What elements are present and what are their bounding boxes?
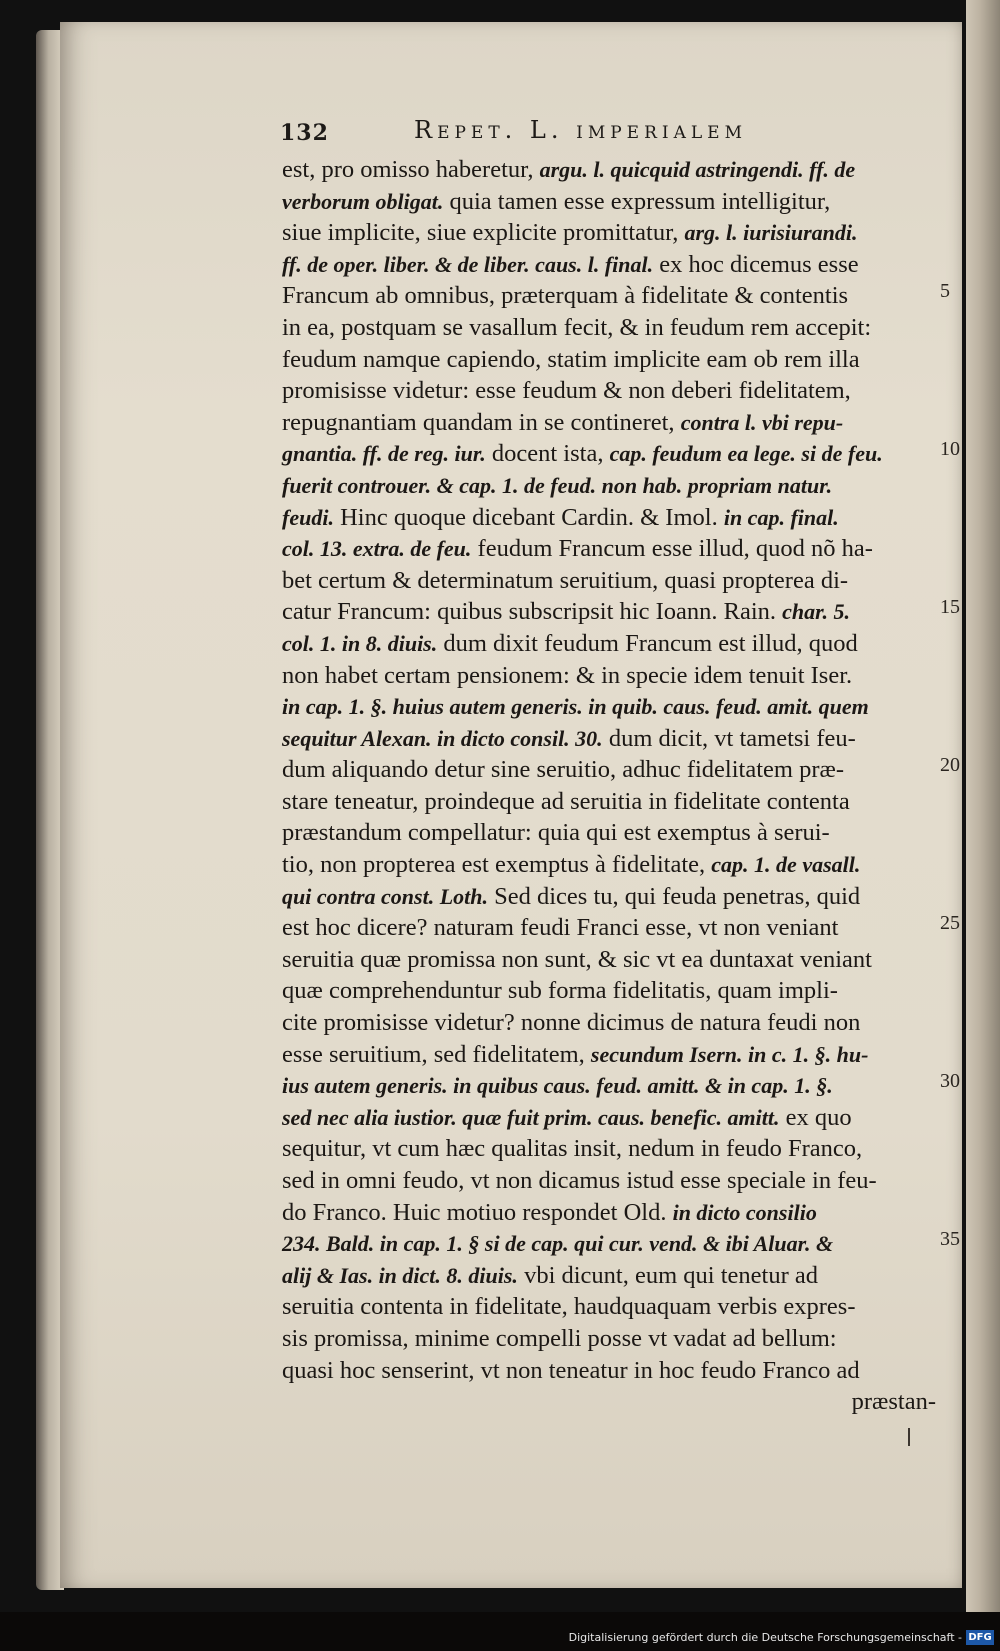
adjacent-page-edge	[966, 0, 1000, 1612]
line-number-margin	[940, 154, 970, 1251]
citation-text: col. 13. extra. de feu.	[282, 536, 472, 562]
text-line	[282, 1133, 944, 1165]
text-line	[282, 912, 944, 944]
text-line	[282, 407, 944, 439]
text-line	[282, 186, 944, 218]
body-segment: bet certum & determinatum seruitium, quasi propterea di-	[282, 566, 849, 594]
body-segment: est, pro omisso haberetur,	[282, 156, 540, 183]
margin-line-number: 5	[940, 280, 950, 303]
text-line	[282, 881, 944, 913]
citation-text: in dicto consilio	[672, 1199, 817, 1225]
text-line	[282, 1291, 944, 1323]
body-segment: docent ista,	[485, 440, 610, 468]
body-segment: in ea, postquam se vasallum fecit, & in feudum rem accepit:	[282, 313, 872, 341]
body-segment: Hinc quoque dicebant Cardin. & Imol.	[333, 503, 724, 531]
text-line	[282, 596, 944, 628]
text-line	[282, 786, 944, 818]
body-segment: est hoc dicere? naturam feudi Franci esse, vt non veniant	[282, 914, 839, 942]
text-line	[282, 660, 944, 692]
text-line	[282, 502, 944, 534]
page-header	[280, 116, 840, 152]
page-number: 132	[280, 120, 329, 146]
body-segment: catur Francum: quibus subscripsit hic Ioann. Rain.	[282, 598, 783, 626]
margin-line-number: 35	[940, 1228, 960, 1251]
citation-text: feudi.	[282, 504, 334, 530]
text-line	[282, 1070, 944, 1102]
body-segment: ex hoc dicemus esse	[653, 250, 859, 278]
margin-line-number: 30	[940, 1070, 960, 1093]
catchword: præstan-	[851, 1388, 936, 1416]
body-text	[282, 154, 944, 1418]
citation-text: char. 5.	[782, 599, 850, 625]
body-segment: ex quo	[779, 1103, 852, 1131]
text-line	[282, 1197, 944, 1229]
text-line	[282, 470, 944, 502]
text-line	[282, 1165, 944, 1197]
citation-text: argu. l. quicquid astringendi. ff. de	[539, 157, 856, 182]
citation-text: fuerit controuer. & cap. 1. de feud. non hab. propriam natur.	[282, 472, 833, 498]
text-line	[282, 1102, 944, 1134]
citation-text: contra l. vbi repu-	[680, 409, 844, 435]
citation-text: arg. l. iurisiurandi.	[684, 220, 858, 246]
citation-text: 234. Bald. in cap. 1. § si de cap. qui cur. vend. & ibi Aluar. &	[282, 1231, 834, 1257]
text-line	[282, 975, 944, 1007]
text-line	[282, 533, 944, 565]
body-segment: feudum Francum esse illud, quod nõ ha-	[471, 535, 873, 563]
dfg-logo: DFG	[966, 1630, 994, 1645]
body-segment: quæ comprehenduntur sub forma fidelitatis, quam impli-	[282, 977, 838, 1005]
text-line	[282, 723, 944, 755]
body-segment: dum dicit, vt tametsi feu-	[602, 724, 856, 752]
digitization-footer	[0, 1612, 1000, 1651]
body-segment: quasi hoc senserint, vt non teneatur in hoc feudo Franco ad	[282, 1356, 860, 1384]
citation-text: verborum obligat.	[282, 188, 444, 214]
body-segment: quia tamen esse expressum intelligitur,	[443, 187, 831, 215]
citation-text: cap. 1. de vasall.	[711, 852, 861, 878]
text-line	[282, 312, 944, 344]
citation-text: cap. feudum ea lege. si de feu.	[609, 441, 883, 467]
body-segment: stare teneatur, proindeque ad seruitia in fidelitate contenta	[282, 787, 850, 815]
text-line	[282, 249, 944, 281]
citation-text: secundum Isern. in c. 1. §. hu-	[590, 1041, 869, 1067]
text-line	[282, 344, 944, 376]
text-line	[282, 1228, 944, 1260]
body-segment: præstandum compellatur: quia qui est exemptus à serui-	[282, 819, 830, 847]
citation-text: in cap. final.	[723, 504, 839, 530]
citation-text: qui contra const. Loth.	[282, 883, 488, 909]
margin-line-number: 15	[940, 596, 960, 619]
citation-text: col. 1. in 8. diuis.	[282, 630, 438, 656]
body-segment: siue implicite, siue explicite promittatur,	[282, 219, 685, 247]
text-line	[282, 375, 944, 407]
stray-ink-mark	[908, 1428, 910, 1446]
text-line	[282, 754, 944, 786]
body-segment: seruitia contenta in fidelitate, haudquaquam verbis expres-	[282, 1293, 856, 1321]
body-segment: dum dixit feudum Francum est illud, quod	[437, 629, 858, 657]
body-segment: cite promisisse videtur? nonne dicimus de natura feudi non	[282, 1009, 861, 1037]
margin-line-number: 20	[940, 754, 960, 777]
citation-text: sed nec alia iustior. quæ fuit prim. caus. benefic. amitt.	[282, 1104, 780, 1130]
body-segment: Sed dices tu, qui feuda penetras, quid	[487, 882, 861, 910]
body-segment: Francum ab omnibus, præterquam à fidelitate & contentis	[282, 282, 849, 310]
body-segment: feudum namque capiendo, statim implicite eam ob rem illa	[282, 345, 860, 373]
body-segment: vbi dicunt, eum qui tenetur ad	[517, 1261, 818, 1289]
text-line	[282, 565, 944, 597]
body-segment: non habet certam pensionem: & in specie idem tenuit Iser.	[282, 661, 853, 689]
text-line	[282, 628, 944, 660]
text-line	[282, 849, 944, 881]
body-segment: sed in omni feudo, vt non dicamus istud esse speciale in feu-	[282, 1167, 877, 1194]
text-line	[282, 438, 944, 470]
body-segment: sis promissa, minime compelli posse vt vadat ad bellum:	[282, 1324, 837, 1352]
margin-line-number: 10	[940, 438, 960, 461]
text-line	[282, 1355, 944, 1387]
footer-credit: Digitalisierung gefördert durch die Deutsche Forschungsgemeinschaft -	[568, 1631, 962, 1644]
body-segment: tio, non propterea est exemptus à fidelitate,	[282, 851, 712, 879]
body-segment: seruitia quæ promissa non sunt, & sic vt ea duntaxat veniant	[282, 945, 872, 973]
citation-text: sequitur Alexan. in dicto consil. 30.	[282, 725, 603, 751]
citation-text: in cap. 1. §. huius autem generis. in quib. caus. feud. amit. quem	[282, 694, 869, 720]
body-segment: dum aliquando detur sine seruitio, adhuc fidelitatem præ-	[282, 756, 844, 784]
text-line	[282, 154, 944, 186]
text-line	[282, 1323, 944, 1355]
body-segment: sequitur, vt cum hæc qualitas insit, nedum in feudo Franco,	[282, 1135, 863, 1163]
body-segment: do Franco. Huic motiuo respondet Old.	[282, 1198, 673, 1226]
text-line	[282, 1007, 944, 1039]
margin-line-number: 25	[940, 912, 960, 935]
running-title: Repet. L. imperialem	[414, 116, 747, 144]
citation-text: gnantia. ff. de reg. iur.	[282, 441, 486, 467]
text-line	[282, 1039, 944, 1071]
text-line	[282, 817, 944, 849]
citation-text: ff. de oper. liber. & de liber. caus. l. final.	[282, 251, 654, 277]
citation-text: alij & Ias. in dict. 8. diuis.	[282, 1262, 518, 1288]
text-line	[282, 944, 944, 976]
body-segment: repugnantiam quandam in se contineret,	[282, 408, 681, 436]
text-line	[282, 217, 944, 249]
text-line	[282, 691, 944, 723]
text-line	[282, 280, 944, 312]
body-segment: esse seruitium, sed fidelitatem,	[282, 1040, 591, 1068]
text-line	[282, 1260, 944, 1292]
body-segment: promisisse videtur: esse feudum & non deberi fidelitatem,	[282, 377, 851, 405]
citation-text: ius autem generis. in quibus caus. feud. amitt. & in cap. 1. §.	[282, 1073, 833, 1099]
